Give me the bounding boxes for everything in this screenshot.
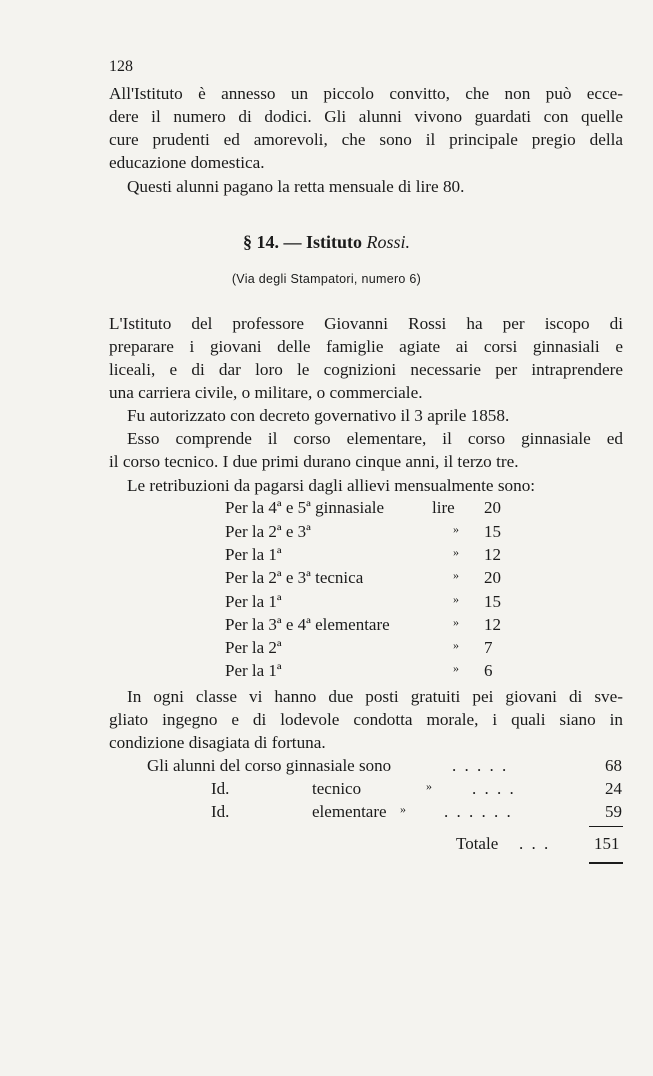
total-label: Totale	[456, 834, 499, 853]
fee-row	[225, 592, 505, 614]
para3-line4: una carriera civile, o militare, o commerciale.	[109, 383, 423, 402]
fee-ditto-mark: »	[453, 638, 459, 652]
fee-row	[225, 615, 505, 637]
fee-amount: 15	[484, 522, 501, 541]
stat-ditto-mark: »	[400, 802, 406, 816]
section-heading	[0, 232, 653, 253]
fee-label: Per la 1ª	[225, 592, 282, 611]
fee-row	[225, 545, 505, 567]
fee-ditto-mark: »	[453, 592, 459, 606]
fee-amount: 6	[484, 661, 493, 680]
para2-line1: Questi alunni pagano la retta mensuale di lire 80.	[127, 177, 465, 196]
stat-dots: . . . .	[472, 779, 516, 798]
stat-ditto-mark: »	[426, 779, 432, 793]
stat-row	[147, 756, 625, 778]
para7-line2: gliato ingegno e di lodevole condotta morale, i quali siano in	[109, 710, 623, 729]
fee-row	[225, 638, 505, 660]
fee-amount: 15	[484, 592, 501, 611]
para1-line2: dere il numero di dodici. Gli alunni vivono guardati con quelle	[109, 107, 623, 126]
fee-row	[225, 661, 505, 683]
para3-line2: preparare i giovani delle famiglie agiate ai corsi ginnasiali e	[109, 337, 623, 356]
fee-label: Per la 4ª e 5ª ginnasiale	[225, 498, 385, 517]
stat-label: Gli alunni del corso ginnasiale sono	[147, 756, 392, 775]
para7-line1: In ogni classe vi hanno due posti gratuiti pei giovani di sve-	[127, 687, 623, 706]
stat-sublabel: elementare	[312, 802, 387, 821]
total-row	[147, 834, 625, 856]
section-number: § 14. —	[242, 232, 302, 252]
para1-line3: cure prudenti ed amorevoli, che sono il principale pregio della	[109, 130, 623, 149]
total-dots: . . .	[519, 834, 551, 853]
total-underline	[589, 862, 623, 864]
para4-line1: Fu autorizzato con decreto governativo il 3 aprile 1858.	[127, 406, 510, 425]
section-address: (Via degli Stampatori, numero 6)	[231, 272, 422, 286]
para5-line2: il corso tecnico. I due primi durano cinque anni, il terzo tre.	[109, 452, 519, 471]
para3-line3: liceali, e di dar loro le cognizioni necessarie per intraprendere	[109, 360, 623, 379]
para1-line4: educazione domestica.	[109, 153, 265, 172]
stat-value: 59	[605, 802, 622, 821]
stat-row	[147, 802, 625, 824]
fee-ditto-mark: »	[453, 522, 459, 536]
fee-label: Per la 1ª	[225, 545, 282, 564]
page-number: 128	[109, 58, 133, 75]
fee-label: Per la 2ª	[225, 638, 282, 657]
fee-row	[225, 522, 505, 544]
stat-row	[147, 779, 625, 801]
para1-line1: All'Istituto è annesso un piccolo convitto, che non può ecce-	[109, 84, 623, 103]
total-value: 151	[594, 834, 620, 853]
stat-sublabel: tecnico	[312, 779, 362, 798]
fee-row	[225, 568, 505, 590]
fee-label: Per la 1ª	[225, 661, 282, 680]
para3-line1: L'Istituto del professore Giovanni Rossi ha per iscopo di	[109, 314, 623, 333]
fee-amount: 20	[484, 498, 501, 517]
fee-label: Per la 2ª e 3ª tecnica	[225, 568, 364, 587]
fee-label: Per la 2ª e 3ª	[225, 522, 311, 541]
section-name: Rossi.	[366, 232, 411, 252]
fee-label: Per la 3ª e 4ª elementare	[225, 615, 390, 634]
fee-amount: 7	[484, 638, 493, 657]
fee-row	[225, 498, 505, 520]
fee-ditto-mark: »	[453, 615, 459, 629]
stat-value: 24	[605, 779, 622, 798]
fee-amount: 12	[484, 545, 501, 564]
section-title: Istituto	[305, 232, 362, 252]
para7-line3: condizione disagiata di fortuna.	[109, 733, 326, 752]
para5-line1: Esso comprende il corso elementare, il corso ginnasiale ed	[127, 429, 623, 448]
fee-amount: 20	[484, 568, 501, 587]
stat-label: Id.	[211, 802, 230, 821]
stat-dots: . . . . .	[452, 756, 509, 775]
fee-ditto-mark: »	[453, 661, 459, 675]
sum-rule	[589, 826, 623, 827]
stat-dots: . . . . . .	[444, 802, 513, 821]
fee-ditto-mark: »	[453, 545, 459, 559]
fee-unit: lire	[432, 498, 455, 517]
para6-line1: Le retribuzioni da pagarsi dagli allievi mensualmente sono:	[127, 476, 536, 495]
stat-label: Id.	[211, 779, 230, 798]
fee-amount: 12	[484, 615, 501, 634]
stat-value: 68	[605, 756, 622, 775]
fee-ditto-mark: »	[453, 568, 459, 582]
